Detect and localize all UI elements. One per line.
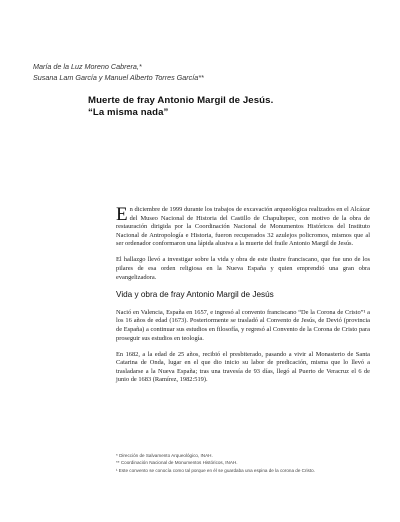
drop-cap: E xyxy=(116,204,128,225)
paragraph xyxy=(116,206,370,249)
author-line: Susana Lam García y Manuel Alberto Torres García** xyxy=(33,72,204,82)
footnote: ** Coordinación Nacional de Monumentos Históricos, INAH. xyxy=(116,460,238,466)
paragraph xyxy=(116,351,370,385)
paragraph-text: Nació en Valencia, España en 1657, e ingresó al convento franciscano “De la Corona de Cristo”¹ a los 16 años de edad (1673). Posteriormente se trasladó al Convento de Jesús, de Devió (provincia de España) a continuar sus estudios en filosofía, y regresó al Convento de la Corona de Cristo para proseguir sus estudios en teología. xyxy=(116,308,370,342)
paragraph xyxy=(116,256,370,282)
article-title xyxy=(88,95,348,119)
paragraph-text: n diciembre de 1999 durante los trabajos de excavación arqueológica realizados en el Alcázar del Museo Nacional de Historia del Castillo de Chapultepec, con motivo de la obra de restauración dirigida por la Coordinación Nacional de Monumentos Históricos del Instituto Nacional de Antropología e Historia, fueron recuperados 32 azulejos policromos, mismos que al ser ordenador conformaron una lápida alusiva a la muerte del fraile Antonio Margil de Jesús. xyxy=(116,206,370,248)
title-line: Muerte de fray Antonio Margil de Jesús. xyxy=(88,95,274,106)
authors-block xyxy=(33,62,333,83)
paragraph-text: En 1682, a la edad de 25 años, recibió el presbiterado, pasando a vivir al Monasterio de Santa Catarina de Onda, lugar en el que dio inicio su labor de predicación, misma que lo llevó a trasladarse a la Nueva España; tras una travesía de 93 días, llegó al Puerto de Veracruz el 6 de junio de 1683 (Ramírez, 1982:519). xyxy=(116,350,370,384)
footnote: * Dirección de Salvamento Arqueológico, INAH. xyxy=(116,453,213,458)
paragraph-text: El hallazgo llevó a investigar sobre la vida y obra de este ilustre franciscano, que fue uno de los pilares de esa orden religiosa en la Nueva España y quien emprendió una gran obra evangelizadora. xyxy=(116,256,370,281)
footnote: ¹ Este convento se conocía como tal porque en él se guardaba una espina de la corona de Cristo. xyxy=(116,467,315,473)
section-heading: Vida y obra de fray Antonio Margil de Jesús xyxy=(116,289,274,299)
author-line: María de la Luz Moreno Cabrera,* xyxy=(33,62,142,71)
title-line: “La misma nada” xyxy=(88,107,169,118)
article-body xyxy=(116,206,370,393)
footnotes xyxy=(116,452,370,474)
paragraph xyxy=(116,309,370,343)
